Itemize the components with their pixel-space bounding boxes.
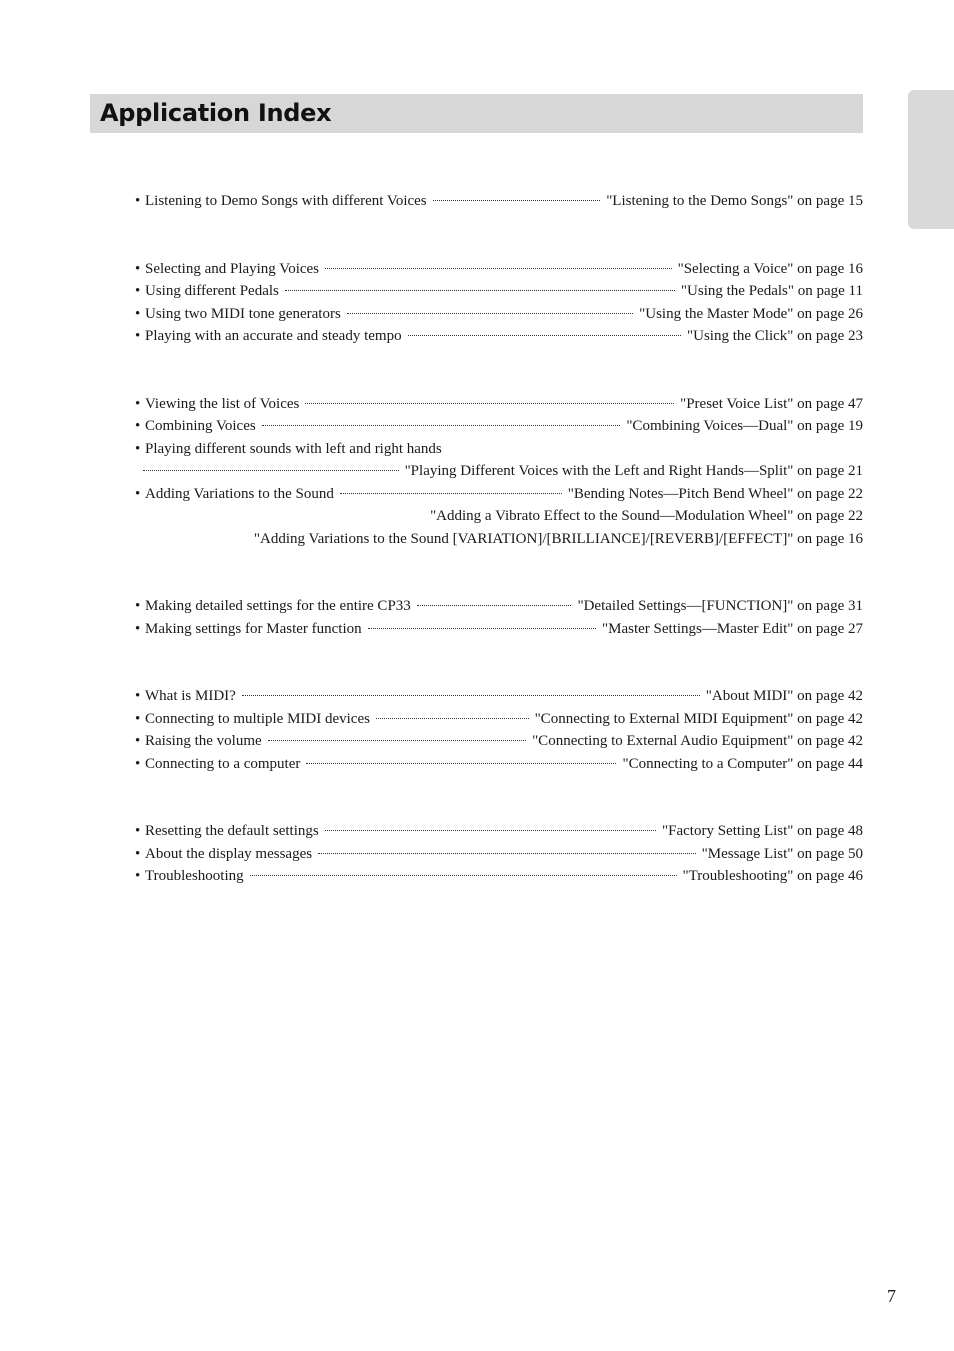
entry-text: Raising the volume (145, 733, 262, 749)
index-entry-continuation (135, 505, 863, 528)
index-entry (135, 415, 863, 438)
entry-reference: "Using the Pedals" on page 11 (680, 283, 863, 299)
entry-reference: "Adding Variations to the Sound [VARIATION]/[BRILLIANCE]/[REVERB]/[EFFECT]" on page 16 (253, 530, 863, 547)
bullet-icon: • (135, 823, 141, 839)
dot-leader (376, 718, 529, 719)
dot-leader (306, 763, 616, 764)
index-entry (135, 325, 863, 348)
index-entry (135, 303, 863, 326)
index-section (135, 595, 863, 640)
entry-text: Using two MIDI tone generators (145, 305, 341, 322)
index-entry (135, 730, 863, 753)
entry-reference: "Connecting to External Audio Equipment" on page 42 (532, 733, 863, 749)
entry-reference: "Detailed Settings—[FUNCTION]" on page 31 (577, 598, 863, 614)
entry-text: About the display messages (145, 845, 313, 862)
entry-reference: "Using the Master Mode" on page 26 (639, 305, 863, 322)
index-entry (135, 843, 863, 866)
entry-text: What is MIDI? (145, 688, 236, 704)
entry-text: Making detailed settings for the entire CP33 (145, 598, 411, 614)
dot-leader (433, 200, 601, 201)
bullet-icon: • (135, 733, 141, 749)
entry-reference: "Playing Different Voices with the Left and Right Hands—Split" on page 21 (404, 463, 863, 479)
entry-text: Troubleshooting (145, 868, 244, 884)
dot-leader (325, 830, 656, 831)
entry-text: Making settings for Master function (145, 620, 362, 637)
index-entry (135, 438, 863, 461)
index-content (135, 190, 863, 933)
index-entry (135, 393, 863, 416)
page-title: Application Index (100, 99, 332, 127)
entry-reference: "Preset Voice List" on page 47 (680, 395, 863, 412)
entry-text: Playing different sounds with left and right hands (145, 440, 442, 457)
entry-reference: "Connecting to External MIDI Equipment" on page 42 (534, 710, 863, 727)
entry-reference: "Adding a Vibrato Effect to the Sound—Modulation Wheel" on page 22 (430, 508, 863, 524)
bullet-icon: • (135, 305, 141, 322)
bullet-icon: • (135, 328, 141, 344)
index-entry (135, 685, 863, 708)
index-section (135, 258, 863, 348)
entry-text: Connecting to a computer (145, 755, 301, 772)
bullet-icon: • (135, 440, 141, 457)
title-bar (90, 94, 863, 133)
entry-text: Using different Pedals (145, 283, 279, 299)
dot-leader (262, 425, 621, 426)
entry-reference: "Combining Voices—Dual" on page 19 (626, 418, 863, 434)
entry-reference: "Troubleshooting" on page 46 (682, 868, 863, 884)
dot-leader (408, 335, 681, 336)
entry-text: Combining Voices (145, 418, 256, 434)
bullet-icon: • (135, 845, 141, 862)
entry-text: Viewing the list of Voices (145, 395, 300, 412)
dot-leader (318, 853, 696, 854)
dot-leader (305, 403, 674, 404)
bullet-icon: • (135, 260, 141, 277)
bullet-icon: • (135, 193, 141, 209)
index-section (135, 190, 863, 213)
entry-reference: "Bending Notes—Pitch Bend Wheel" on page 22 (567, 485, 863, 502)
index-entry (135, 280, 863, 303)
dot-leader (417, 605, 572, 606)
bullet-icon: • (135, 755, 141, 772)
bullet-icon: • (135, 710, 141, 727)
index-section (135, 393, 863, 551)
bullet-icon: • (135, 485, 141, 502)
dot-leader (143, 470, 399, 471)
index-entry (135, 483, 863, 506)
index-entry (135, 820, 863, 843)
page-number: 7 (887, 1286, 896, 1306)
dot-leader (250, 875, 677, 876)
index-entry (135, 618, 863, 641)
bullet-icon: • (135, 418, 141, 434)
entry-text: Adding Variations to the Sound (145, 485, 334, 502)
entry-text: Connecting to multiple MIDI devices (145, 710, 370, 727)
index-section (135, 685, 863, 775)
index-entry (135, 595, 863, 618)
dot-leader (268, 740, 526, 741)
dot-leader (242, 695, 700, 696)
index-entry (135, 190, 863, 213)
entry-reference: "Master Settings—Master Edit" on page 27 (602, 620, 863, 637)
bullet-icon: • (135, 620, 141, 637)
entry-reference: "Listening to the Demo Songs" on page 15 (606, 193, 863, 209)
index-entry (135, 708, 863, 731)
bullet-icon: • (135, 688, 141, 704)
entry-text: Selecting and Playing Voices (145, 260, 320, 277)
index-entry-continuation (135, 460, 863, 483)
index-entry-continuation (135, 528, 863, 551)
entry-reference: "Connecting to a Computer" on page 44 (622, 755, 863, 772)
bullet-icon: • (135, 598, 141, 614)
bullet-icon: • (135, 868, 141, 884)
entry-reference: "About MIDI" on page 42 (705, 688, 863, 704)
index-entry (135, 865, 863, 888)
entry-reference: "Selecting a Voice" on page 16 (677, 260, 863, 277)
dot-leader (347, 313, 633, 314)
entry-reference: "Using the Click" on page 23 (687, 328, 863, 344)
entry-reference: "Factory Setting List" on page 48 (662, 823, 863, 839)
index-entry (135, 258, 863, 281)
dot-leader (368, 628, 596, 629)
dot-leader (285, 290, 675, 291)
bullet-icon: • (135, 395, 141, 412)
entry-text: Listening to Demo Songs with different Voices (145, 193, 427, 209)
entry-text: Resetting the default settings (145, 823, 319, 839)
bullet-icon: • (135, 283, 141, 299)
dot-leader (340, 493, 562, 494)
dot-leader (325, 268, 672, 269)
entry-text: Playing with an accurate and steady tempo (145, 328, 402, 344)
index-entry (135, 753, 863, 776)
side-tab (908, 90, 954, 229)
index-section (135, 820, 863, 888)
entry-reference: "Message List" on page 50 (701, 845, 863, 862)
